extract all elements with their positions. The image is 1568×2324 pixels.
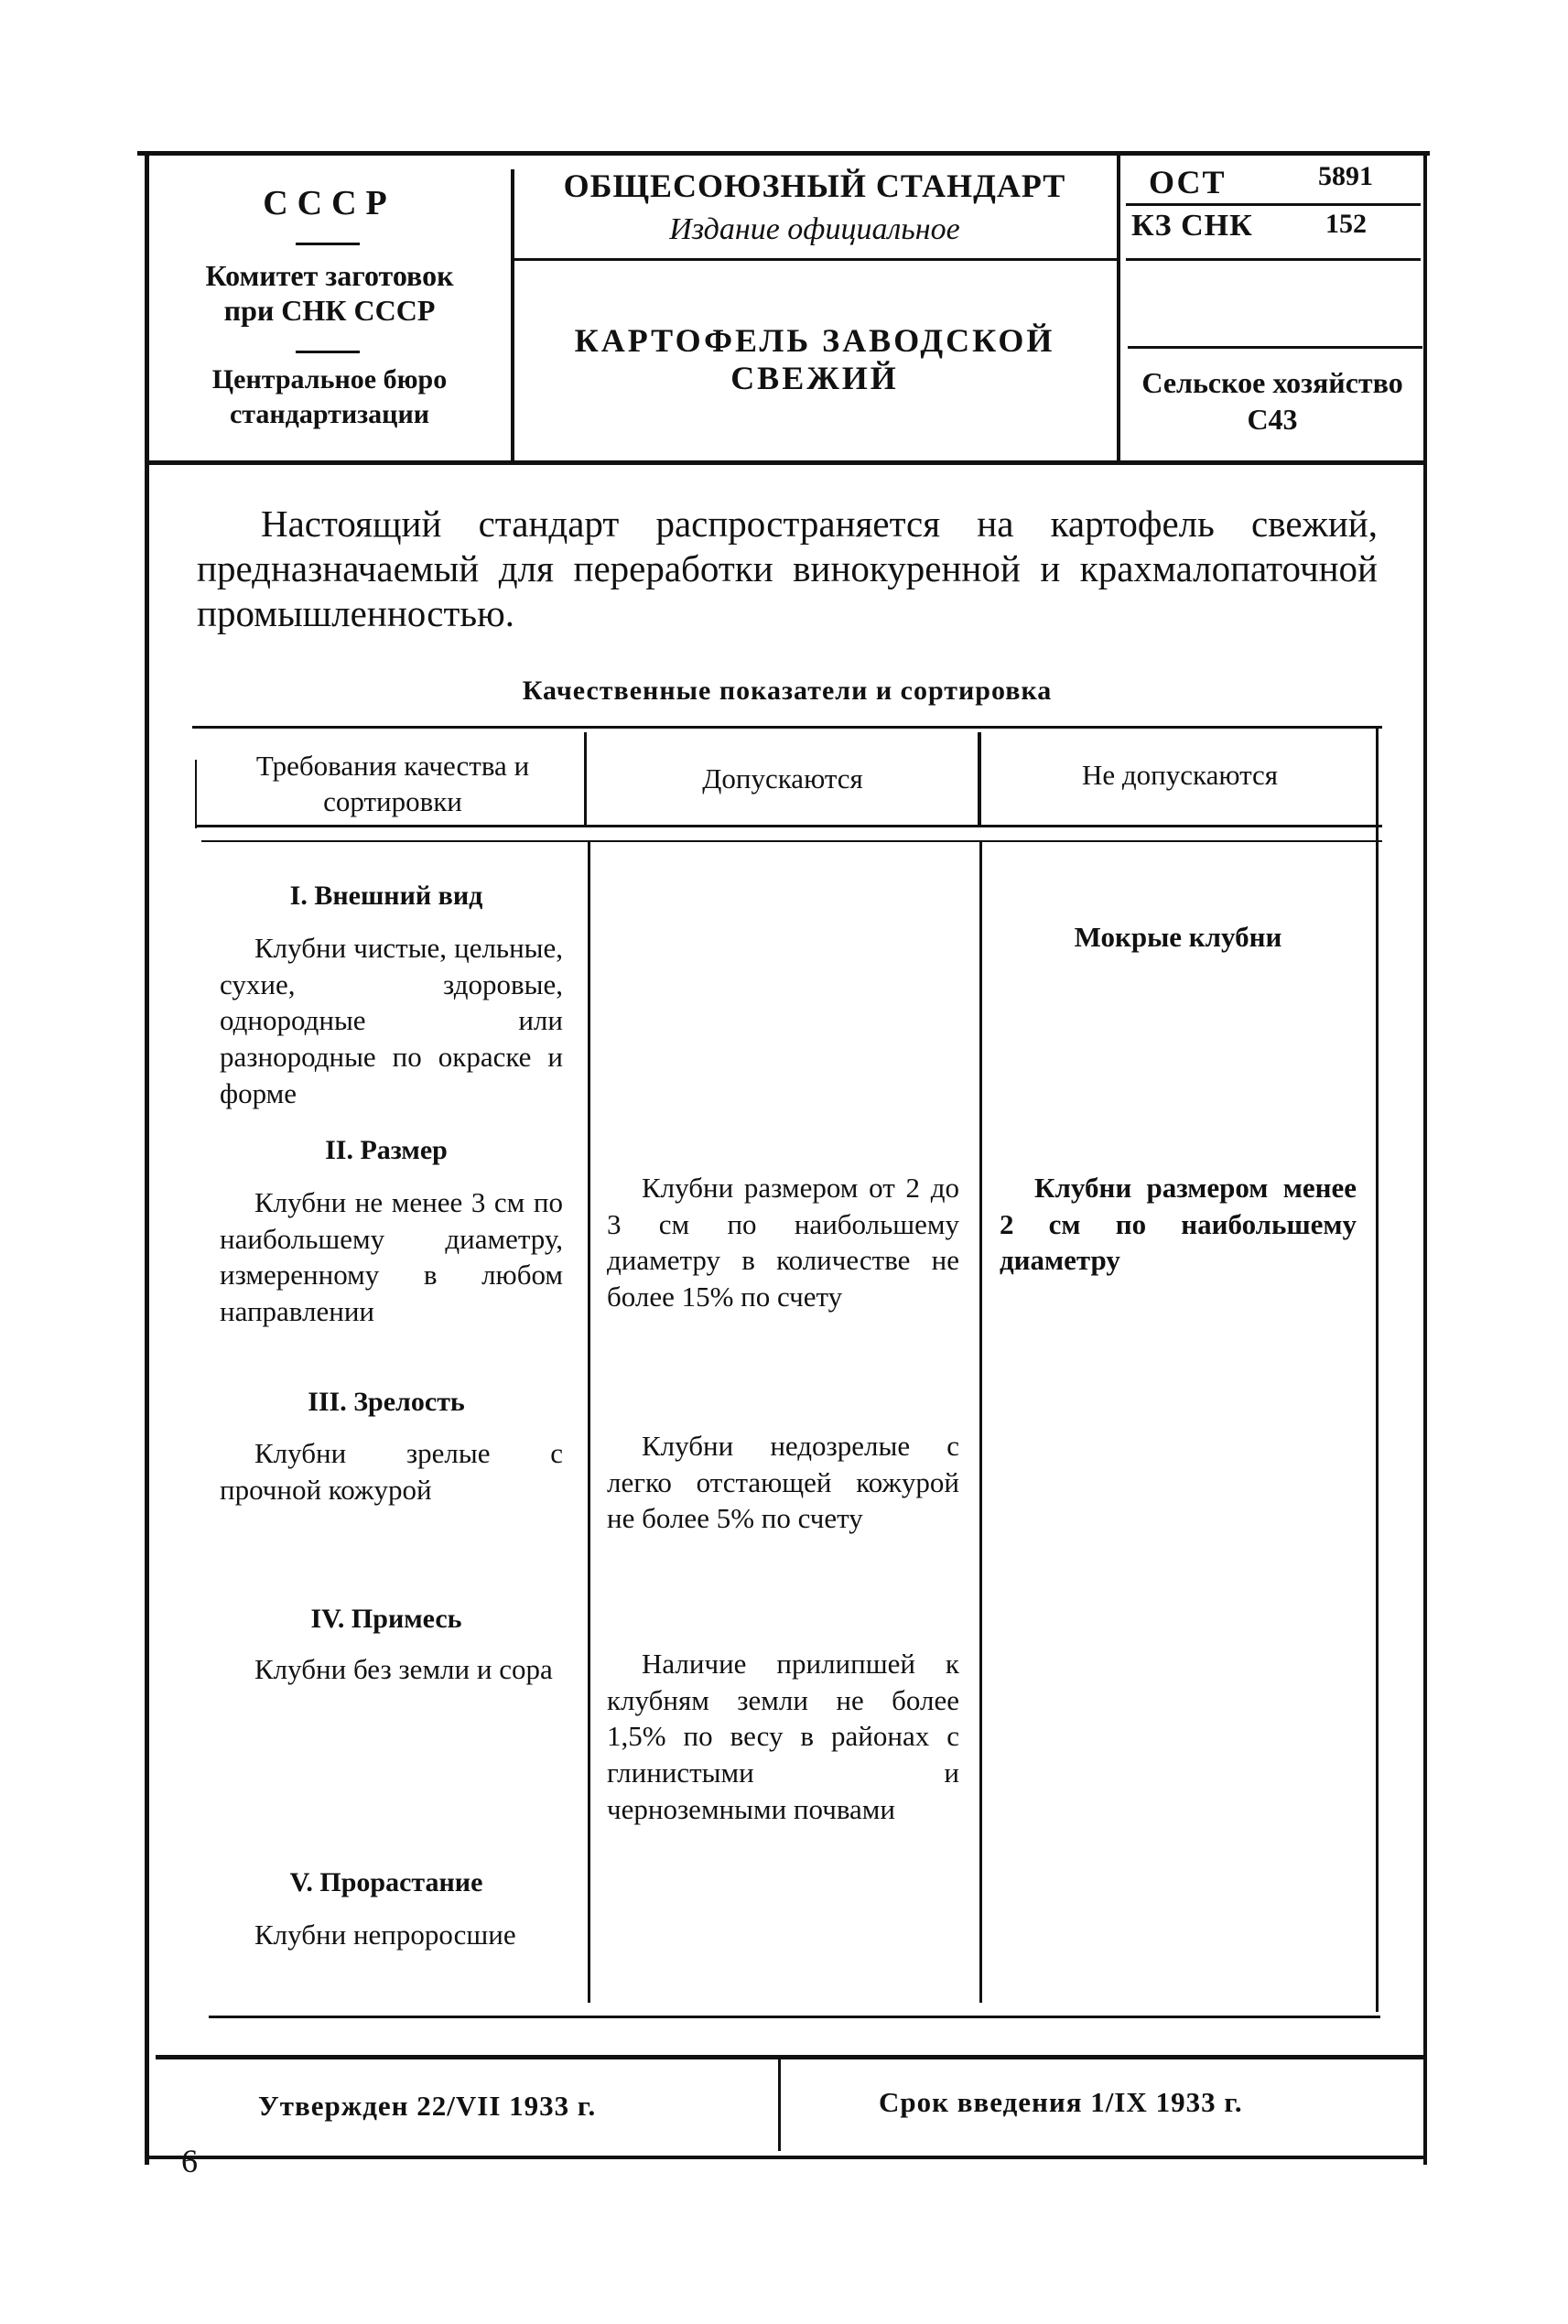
page-left-rule [145, 151, 149, 2165]
product-title-line1: КАРТОФЕЛЬ ЗАВОДСКОЙ [574, 322, 1055, 359]
table-top-rule [192, 726, 1382, 729]
requirement-text: Клубни чистые, цельные, сухие, здоровые, однородные или разнородные по окраске и форме [220, 932, 563, 1109]
requirement-text: Клубни без земли и сора [254, 1653, 553, 1685]
header-top-rule [137, 151, 1430, 156]
page-right-rule [1423, 151, 1427, 2165]
table-col-divider-2 [978, 732, 981, 826]
effective-date: Срок введения 1/IX 1933 г. [879, 2086, 1243, 2118]
header-divider-2 [1117, 156, 1120, 460]
table-col-divider-2-body [979, 840, 982, 2003]
not-allowed-text: Клубни размером менее 2 см по наибольшему диаметру [1000, 1172, 1357, 1277]
section-title: III. Зрелость [308, 1387, 465, 1417]
table-caption: Качественные показатели и сортировка [522, 676, 1053, 706]
page-number: 6 [181, 2143, 198, 2179]
allowed-text: Наличие прилипшей к клубням земли не более 1,5% по весу в районах с глинистыми и черноземными почвами [607, 1648, 959, 1825]
table-col-divider-1-body [588, 840, 590, 2003]
table-body-top-rule [201, 840, 1382, 842]
allowed-text: Клубни недозрелые с легко отстающей кожурой не более 5% по счету [607, 1430, 959, 1535]
country-name: СССР [263, 184, 396, 222]
section-title: I. Внешний вид [289, 881, 483, 911]
ost-label: ОСТ [1149, 164, 1227, 200]
footer-bottom-rule [146, 2156, 1426, 2159]
section-title: V. Прорастание [289, 1867, 483, 1897]
not-allowed-text: Мокрые клубни [1074, 921, 1282, 953]
kz-label: КЗ СНК [1131, 209, 1253, 243]
table-bottom-rule [209, 2016, 1380, 2018]
separator-dash [296, 243, 360, 245]
kz-number: 152 [1325, 209, 1367, 239]
kz-rule [1126, 258, 1421, 261]
edition-label: Издание официальное [669, 212, 960, 246]
bureau-name: Центральное бюро стандартизации [211, 364, 448, 429]
table-col-divider-1 [584, 732, 587, 826]
column-header-requirements: Требования качества и сортировки [255, 750, 530, 817]
allowed-text: Клубни размером от 2 до 3 см по наибольшему диаметру в количестве не более 15% по счету [607, 1172, 959, 1313]
footer-divider [778, 2059, 781, 2151]
requirement-text: Клубни не менее 3 см по наибольшему диаметру, измеренному в любом направлении [220, 1186, 563, 1328]
product-title [513, 322, 1117, 398]
table-header-bottom-rule [197, 825, 1382, 827]
header-bottom-rule [146, 460, 1426, 465]
table-right-rule [1376, 726, 1379, 2012]
intro-paragraph: Настоящий стандарт распространяется на картофель свежий, предназначаемый для переработки винокуренной и крахмалопаточной промышленностью. [197, 503, 1378, 635]
column-header-not-allowed: Не допускаются [1081, 759, 1279, 791]
category-label: Сельское хозяйство С43 [1141, 366, 1403, 436]
column-header-allowed: Допускаются [702, 762, 863, 794]
product-title-line2: СВЕЖИЙ [730, 360, 899, 397]
approval-date: Утвержден 22/VII 1933 г. [258, 2090, 597, 2122]
footer-top-rule [156, 2055, 1423, 2059]
ost-number: 5891 [1318, 161, 1373, 191]
standard-type: ОБЩЕСОЮЗНЫЙ СТАНДАРТ [563, 168, 1066, 204]
category-rule [1128, 346, 1422, 349]
committee-name: Комитет заготовок при СНК СССР [205, 259, 454, 328]
requirement-text: Клубни непроросшие [254, 1919, 516, 1951]
separator-dash [296, 351, 360, 353]
header-mid-rule [514, 258, 1117, 261]
ost-rule [1126, 203, 1421, 206]
requirement-text: Клубни зрелые с прочной кожурой [220, 1437, 563, 1506]
table-left-rule [195, 760, 197, 828]
section-title: II. Размер [325, 1135, 448, 1165]
section-title: IV. Примесь [310, 1604, 462, 1634]
